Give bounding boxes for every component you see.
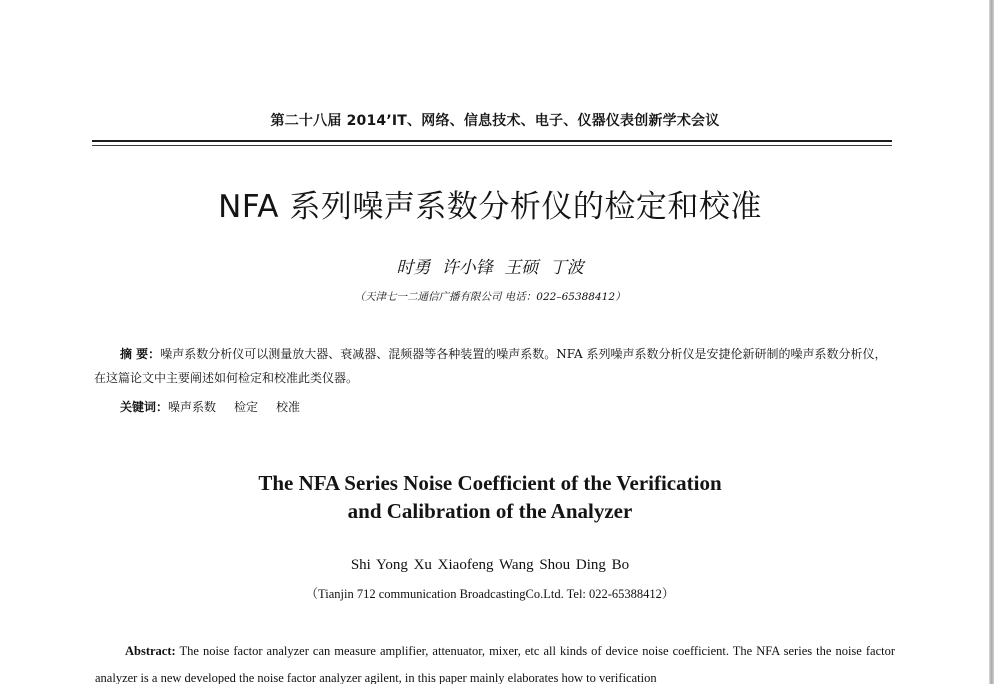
chinese-affiliation: （天津七一二通信广播有限公司 电话：022–65388412） <box>354 291 626 303</box>
chinese-title: NFA 系列噪声系数分析仪的检定和校准 <box>218 189 762 225</box>
chinese-keywords <box>120 398 890 415</box>
chinese-abstract-label: 摘 要： <box>120 347 161 361</box>
english-title-line-1: The NFA Series Noise Coefficient of the Verification <box>258 471 722 495</box>
header-rule-thin <box>92 145 892 146</box>
english-title-line-2: and Calibration of the Analyzer <box>347 499 633 523</box>
scan-edge-shadow <box>989 0 994 684</box>
keyword-item: 噪声系数 <box>168 400 217 414</box>
chinese-authors: 时勇 许小锋 王硕 丁波 <box>396 258 584 278</box>
english-authors: Shi Yong Xu Xiaofeng Wang Shou Ding Bo <box>350 557 630 573</box>
english-title <box>90 469 890 525</box>
english-abstract-label: Abstract: <box>125 644 176 658</box>
chinese-keywords-label: 关键词： <box>120 400 169 414</box>
english-affiliation: （Tianjin 712 communication BroadcastingCo.Ltd. Tel: 022-65388412） <box>305 587 675 601</box>
keyword-item: 校准 <box>276 400 301 414</box>
chinese-abstract-text: 噪声系数分析仪可以测量放大器、衰减器、混频器等各种装置的噪声系数。NFA 系列噪声系数分析仪是安捷伦新研制的噪声系数分析仪，在这篇论文中主要阐述如何检定和校准此类仪器。 <box>94 347 887 385</box>
english-abstract-text: The noise factor analyzer can measure amplifier, attenuator, mixer, etc all kinds of device noise coefficient. The NFA series the noise factor analyzer is a new developed the noise factor analyzer agilent, in this paper mainly elaborates how to verification <box>95 644 896 684</box>
english-abstract <box>95 638 895 684</box>
chinese-abstract <box>94 342 894 390</box>
keyword-item: 检定 <box>234 400 259 414</box>
conference-header: 第二十八届 2014’IT、网络、信息技术、电子、仪器仪表创新学术会议 <box>270 113 720 129</box>
header-rule-thick <box>92 140 892 142</box>
